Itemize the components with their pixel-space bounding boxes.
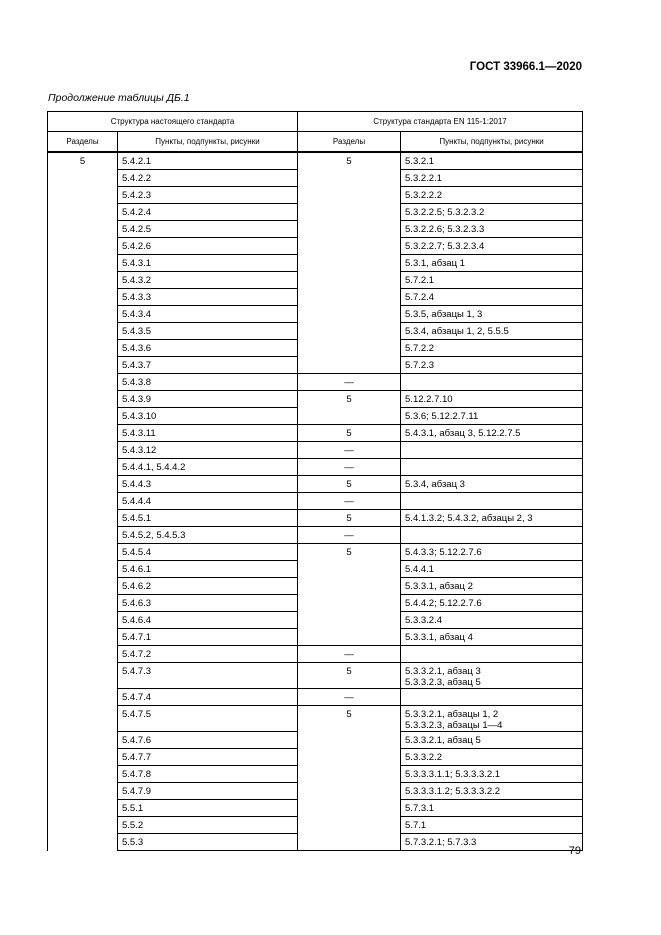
table-caption: Продолжение таблицы ДБ.1 bbox=[48, 92, 190, 104]
en-section-cell: 5 bbox=[298, 706, 401, 732]
table-row bbox=[48, 706, 583, 732]
own-clause-cell: 5.4.6.2 bbox=[118, 578, 298, 595]
table-row bbox=[48, 732, 583, 749]
own-clause-cell: 5.4.2.2 bbox=[118, 170, 298, 187]
en-section-cell bbox=[298, 340, 401, 357]
table-row bbox=[48, 629, 583, 646]
own-clause-cell: 5.4.4.3 bbox=[118, 476, 298, 493]
table-row bbox=[48, 306, 583, 323]
en-section-cell bbox=[298, 221, 401, 238]
en-clause-cell: 5.4.3.1, абзац 3, 5.12.2.7.5 bbox=[401, 425, 583, 442]
own-clause-cell: 5.4.3.8 bbox=[118, 374, 298, 391]
own-clause-cell: 5.4.7.7 bbox=[118, 749, 298, 766]
en-clause-cell: 5.3.1, абзац 1 bbox=[401, 255, 583, 272]
header-en-sections: Разделы bbox=[298, 132, 401, 153]
table-row bbox=[48, 442, 583, 459]
table-row bbox=[48, 238, 583, 255]
en-section-cell: — bbox=[298, 527, 401, 544]
table-row bbox=[48, 152, 583, 170]
en-clause-cell bbox=[401, 689, 583, 706]
en-section-cell: 5 bbox=[298, 476, 401, 493]
table-row bbox=[48, 749, 583, 766]
own-clause-cell: 5.4.7.6 bbox=[118, 732, 298, 749]
en-clause-cell: 5.7.2.4 bbox=[401, 289, 583, 306]
own-clause-cell: 5.4.6.1 bbox=[118, 561, 298, 578]
table-row bbox=[48, 612, 583, 629]
sub-header-row bbox=[48, 132, 583, 153]
table-row bbox=[48, 561, 583, 578]
own-clause-cell: 5.4.3.11 bbox=[118, 425, 298, 442]
own-clause-cell: 5.4.2.4 bbox=[118, 204, 298, 221]
own-clause-cell: 5.4.3.10 bbox=[118, 408, 298, 425]
header-en-standard: Структура стандарта EN 115-1:2017 bbox=[298, 112, 583, 132]
en-clause-cell: 5.3.2.2.2 bbox=[401, 187, 583, 204]
own-clause-cell: 5.4.3.9 bbox=[118, 391, 298, 408]
table-row bbox=[48, 646, 583, 663]
own-clause-cell: 5.4.3.4 bbox=[118, 306, 298, 323]
en-section-cell: 5 bbox=[298, 391, 401, 408]
table-row bbox=[48, 766, 583, 783]
en-section-cell bbox=[298, 255, 401, 272]
en-section-cell bbox=[298, 561, 401, 578]
table-row bbox=[48, 783, 583, 800]
en-section-cell bbox=[298, 817, 401, 834]
en-clause-cell: 5.3.2.2.6; 5.3.2.3.3 bbox=[401, 221, 583, 238]
table-row bbox=[48, 689, 583, 706]
table-row bbox=[48, 323, 583, 340]
table-row bbox=[48, 476, 583, 493]
en-section-cell: 5 bbox=[298, 510, 401, 527]
own-clause-cell: 5.4.6.4 bbox=[118, 612, 298, 629]
own-clause-cell: 5.4.5.2, 5.4.5.3 bbox=[118, 527, 298, 544]
en-clause-cell: 5.3.2.2.5; 5.3.2.3.2 bbox=[401, 204, 583, 221]
en-clause-cell bbox=[401, 442, 583, 459]
en-clause-cell: 5.3.3.1, абзац 4 bbox=[401, 629, 583, 646]
own-clause-cell: 5.4.2.6 bbox=[118, 238, 298, 255]
table-row bbox=[48, 289, 583, 306]
own-clause-cell: 5.4.5.1 bbox=[118, 510, 298, 527]
en-clause-cell: 5.3.3.3.1.2; 5.3.3.3.2.2 bbox=[401, 783, 583, 800]
en-section-cell bbox=[298, 783, 401, 800]
en-section-cell: 5 bbox=[298, 425, 401, 442]
table-row bbox=[48, 408, 583, 425]
en-clause-cell: 5.3.2.2.1 bbox=[401, 170, 583, 187]
en-clause-cell: 5.7.2.1 bbox=[401, 272, 583, 289]
document-code: ГОСТ 33966.1—2020 bbox=[469, 61, 582, 73]
en-section-cell bbox=[298, 272, 401, 289]
en-section-cell bbox=[298, 612, 401, 629]
en-section-cell: 5 bbox=[298, 152, 401, 170]
own-clause-cell: 5.4.4.4 bbox=[118, 493, 298, 510]
en-section-cell bbox=[298, 306, 401, 323]
table-row bbox=[48, 170, 583, 187]
table-row bbox=[48, 527, 583, 544]
en-clause-cell: 5.4.1.3.2; 5.4.3.2, абзацы 2, 3 bbox=[401, 510, 583, 527]
en-clause-cell: 5.12.2.7.10 bbox=[401, 391, 583, 408]
en-section-cell: — bbox=[298, 442, 401, 459]
en-section-cell bbox=[298, 204, 401, 221]
en-clause-cell: 5.3.3.2.2 bbox=[401, 749, 583, 766]
group-header-row bbox=[48, 112, 583, 132]
en-clause-cell: 5.7.2.3 bbox=[401, 357, 583, 374]
table-row bbox=[48, 204, 583, 221]
own-clause-cell: 5.4.3.1 bbox=[118, 255, 298, 272]
en-clause-cell: 5.3.3.2.1, абзац 5 bbox=[401, 732, 583, 749]
en-section-cell bbox=[298, 323, 401, 340]
en-clause-cell bbox=[401, 374, 583, 391]
en-clause-cell bbox=[401, 527, 583, 544]
own-clause-cell: 5.4.7.3 bbox=[118, 663, 298, 689]
en-section-cell bbox=[298, 408, 401, 425]
own-clause-cell: 5.4.2.5 bbox=[118, 221, 298, 238]
en-section-cell bbox=[298, 170, 401, 187]
own-clause-cell: 5.5.2 bbox=[118, 817, 298, 834]
en-clause-cell: 5.3.5, абзацы 1, 3 bbox=[401, 306, 583, 323]
own-clause-cell: 5.4.3.5 bbox=[118, 323, 298, 340]
header-own-clauses: Пункты, подпункты, рисунки bbox=[118, 132, 298, 153]
own-clause-cell: 5.4.7.4 bbox=[118, 689, 298, 706]
en-section-cell bbox=[298, 732, 401, 749]
table-row bbox=[48, 340, 583, 357]
own-clause-cell: 5.4.3.3 bbox=[118, 289, 298, 306]
header-own-sections: Разделы bbox=[48, 132, 118, 153]
en-clause-cell: 5.3.4, абзацы 1, 2, 5.5.5 bbox=[401, 323, 583, 340]
own-clause-cell: 5.4.7.5 bbox=[118, 706, 298, 732]
table-row bbox=[48, 817, 583, 834]
own-clause-cell: 5.4.2.3 bbox=[118, 187, 298, 204]
en-section-cell bbox=[298, 800, 401, 817]
en-section-cell: — bbox=[298, 374, 401, 391]
own-clause-cell: 5.4.3.12 bbox=[118, 442, 298, 459]
en-clause-cell: 5.4.3.3; 5.12.2.7.6 bbox=[401, 544, 583, 561]
en-clause-cell: 5.4.4.1 bbox=[401, 561, 583, 578]
en-clause-cell bbox=[401, 646, 583, 663]
en-section-cell: 5 bbox=[298, 663, 401, 689]
en-clause-cell: 5.3.3.2.1, абзацы 1, 2 5.3.3.2.3, абзацы 1—4 bbox=[401, 706, 583, 732]
en-clause-cell: 5.3.3.2.1, абзац 3 5.3.3.2.3, абзац 5 bbox=[401, 663, 583, 689]
en-clause-cell: 5.7.1 bbox=[401, 817, 583, 834]
en-section-cell bbox=[298, 238, 401, 255]
table-row bbox=[48, 493, 583, 510]
en-section-cell: — bbox=[298, 459, 401, 476]
page-number: 79 bbox=[568, 845, 581, 857]
table-body bbox=[48, 152, 583, 851]
en-section-cell bbox=[298, 629, 401, 646]
en-clause-cell: 5.3.3.3.1.1; 5.3.3.3.2.1 bbox=[401, 766, 583, 783]
en-section-cell bbox=[298, 749, 401, 766]
en-clause-cell: 5.3.3.2.4 bbox=[401, 612, 583, 629]
table-row bbox=[48, 357, 583, 374]
own-clause-cell: 5.4.7.8 bbox=[118, 766, 298, 783]
en-section-cell bbox=[298, 357, 401, 374]
section-cell: 5 bbox=[48, 152, 118, 851]
table-row bbox=[48, 221, 583, 238]
table-row bbox=[48, 272, 583, 289]
en-clause-cell: 5.3.4, абзац 3 bbox=[401, 476, 583, 493]
table-row bbox=[48, 187, 583, 204]
en-clause-cell: 5.4.4.2; 5.12.2.7.6 bbox=[401, 595, 583, 612]
en-clause-cell: 5.7.3.1 bbox=[401, 800, 583, 817]
en-clause-cell: 5.3.3.1, абзац 2 bbox=[401, 578, 583, 595]
table-row bbox=[48, 374, 583, 391]
en-section-cell bbox=[298, 766, 401, 783]
table-row bbox=[48, 425, 583, 442]
own-clause-cell: 5.4.3.2 bbox=[118, 272, 298, 289]
own-clause-cell: 5.4.3.6 bbox=[118, 340, 298, 357]
own-clause-cell: 5.4.7.1 bbox=[118, 629, 298, 646]
en-clause-cell: 5.3.2.1 bbox=[401, 152, 583, 170]
en-section-cell bbox=[298, 834, 401, 851]
en-clause-cell bbox=[401, 459, 583, 476]
correspondence-table bbox=[47, 111, 583, 851]
own-clause-cell: 5.4.6.3 bbox=[118, 595, 298, 612]
table-row bbox=[48, 663, 583, 689]
own-clause-cell: 5.5.1 bbox=[118, 800, 298, 817]
en-section-cell: — bbox=[298, 646, 401, 663]
table-row bbox=[48, 391, 583, 408]
header-en-clauses: Пункты, подпункты, рисунки bbox=[401, 132, 583, 153]
table-row bbox=[48, 255, 583, 272]
header-own-standard: Структура настоящего стандарта bbox=[48, 112, 298, 132]
table-row bbox=[48, 459, 583, 476]
en-section-cell: 5 bbox=[298, 544, 401, 561]
en-clause-cell: 5.7.3.2.1; 5.7.3.3 bbox=[401, 834, 583, 851]
own-clause-cell: 5.4.3.7 bbox=[118, 357, 298, 374]
own-clause-cell: 5.4.7.2 bbox=[118, 646, 298, 663]
en-clause-cell: 5.7.2.2 bbox=[401, 340, 583, 357]
en-clause-cell: 5.3.6; 5.12.2.7.11 bbox=[401, 408, 583, 425]
table-row bbox=[48, 800, 583, 817]
table-row bbox=[48, 834, 583, 851]
table-row bbox=[48, 544, 583, 561]
en-section-cell bbox=[298, 578, 401, 595]
en-section-cell: — bbox=[298, 689, 401, 706]
table-row bbox=[48, 595, 583, 612]
own-clause-cell: 5.4.5.4 bbox=[118, 544, 298, 561]
en-section-cell bbox=[298, 595, 401, 612]
en-clause-cell bbox=[401, 493, 583, 510]
own-clause-cell: 5.4.7.9 bbox=[118, 783, 298, 800]
en-section-cell bbox=[298, 187, 401, 204]
own-clause-cell: 5.4.2.1 bbox=[118, 152, 298, 170]
en-section-cell: — bbox=[298, 493, 401, 510]
table-row bbox=[48, 510, 583, 527]
en-section-cell bbox=[298, 289, 401, 306]
table-row bbox=[48, 578, 583, 595]
own-clause-cell: 5.5.3 bbox=[118, 834, 298, 851]
own-clause-cell: 5.4.4.1, 5.4.4.2 bbox=[118, 459, 298, 476]
en-clause-cell: 5.3.2.2.7; 5.3.2.3.4 bbox=[401, 238, 583, 255]
